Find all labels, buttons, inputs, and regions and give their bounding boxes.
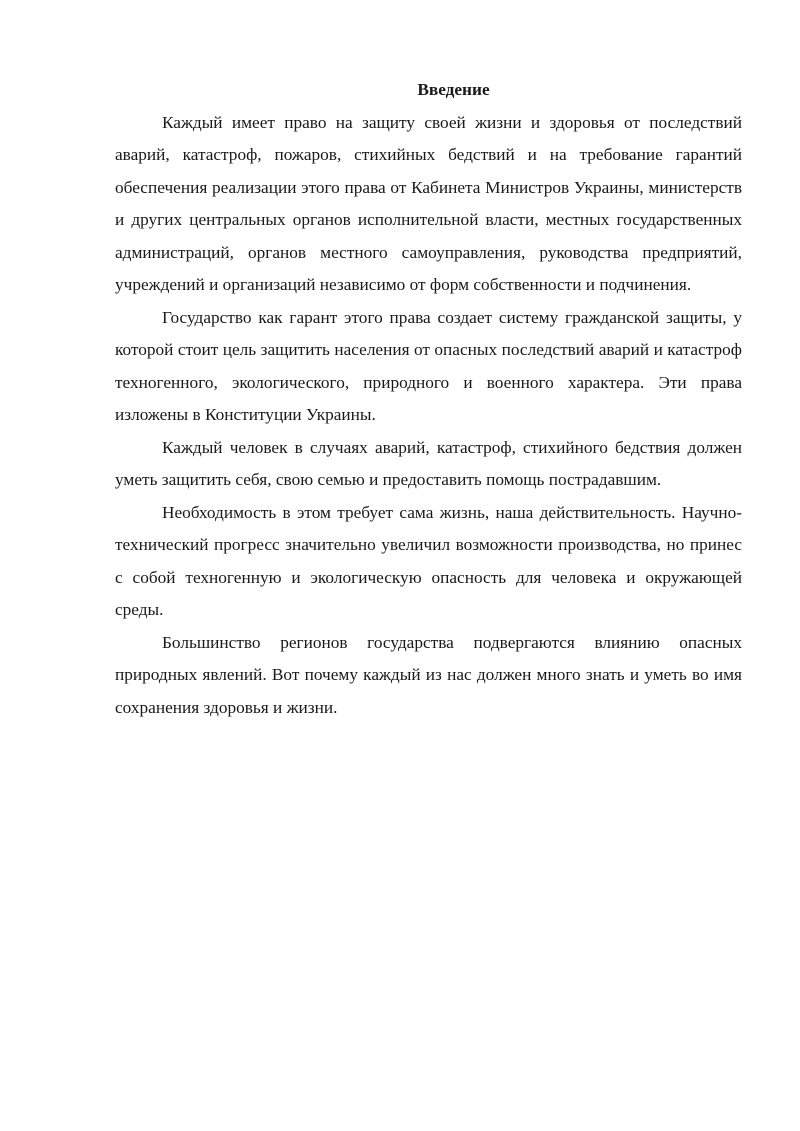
paragraph-5: Большинство регионов государства подвергаются влиянию опасных природных явлений. Вот почему каждый из нас должен много знать и уметь во имя сохранения здоровья и жизни. xyxy=(115,632,742,717)
paragraph-2: Государство как гарант этого права создает систему гражданской защиты, у которой стоит цель защитить населения от опасных последствий аварий и катастроф техногенного, экологического, природного и военного характера. Эти права изложены в Конституции Украины. xyxy=(115,307,742,424)
paragraph-1: Каждый имеет право на защиту своей жизни и здоровья от последствий аварий, катастроф, пожаров, стихийных бедствий и на требование гарантий обеспечения реализации этого права от Кабинета Министров Украины, министерств и других центральных органов исполнительной власти, местных государственных администраций, органов местного самоуправления, руководства предприятий, учреждений и организаций независимо от форм собственности и подчинения. xyxy=(115,112,742,294)
paragraph-4: Необходимость в этом требует сама жизнь, наша действительность. Научно-технический прогресс значительно увеличил возможности производства, но принес с собой техногенную и экологическую опасность для человека и окружающей среды. xyxy=(115,502,742,619)
paragraph-3: Каждый человек в случаях аварий, катастроф, стихийного бедствия должен уметь защитить себя, свою семью и предоставить помощь пострадавшим. xyxy=(115,437,742,489)
document-title: Введение xyxy=(417,80,490,99)
document-body xyxy=(115,74,742,724)
